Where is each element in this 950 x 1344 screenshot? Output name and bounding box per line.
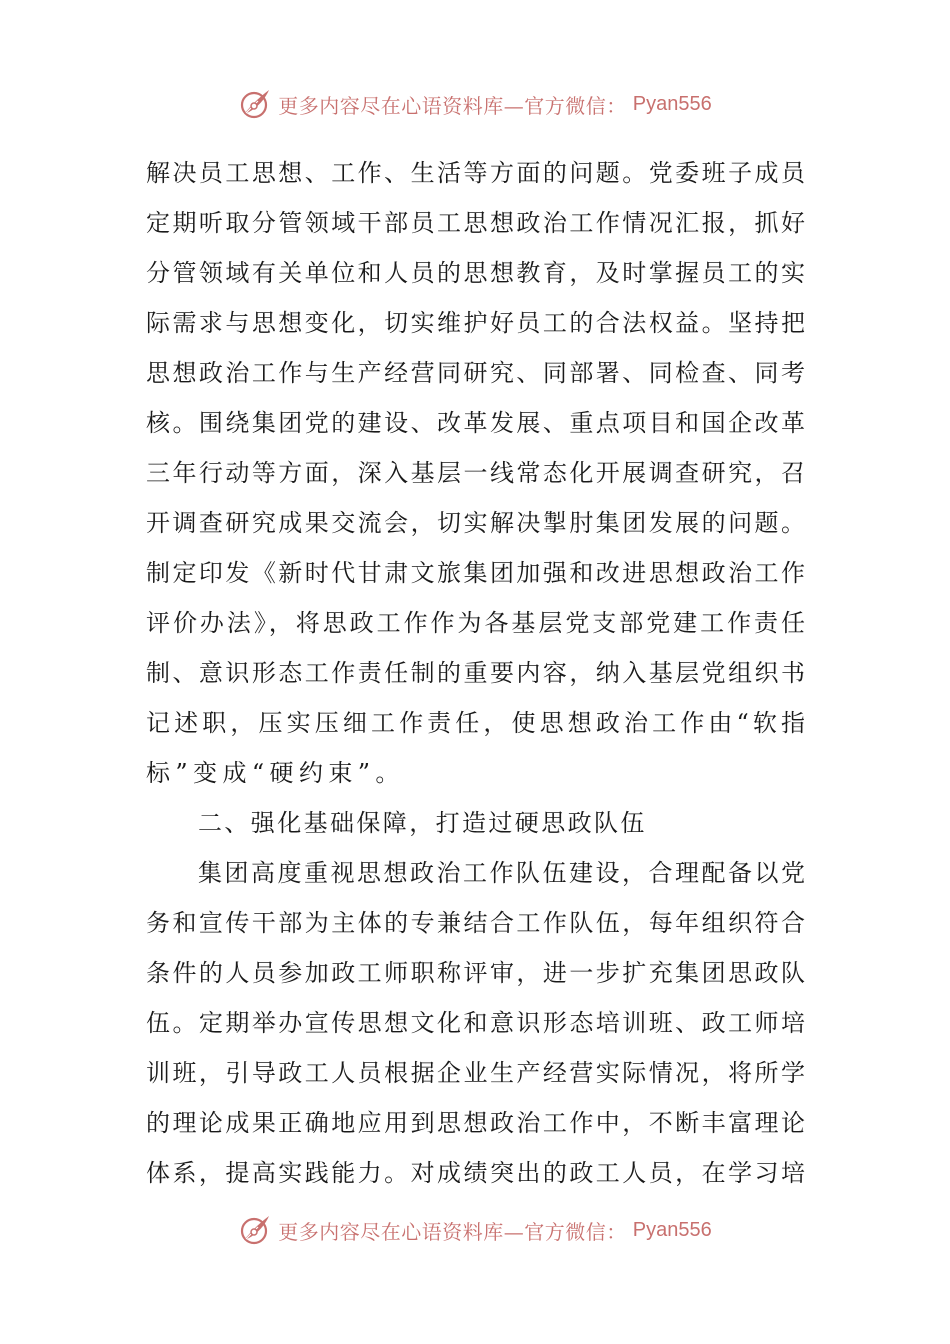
footer-banner-text: 更多内容尽在心语资料库—官方微信： xyxy=(278,1219,627,1244)
body-line: 三年行动等方面，深入基层一线常态化开展调查研究，召 xyxy=(146,459,806,487)
body-line: 开调查研究成果交流会，切实解决掣肘集团发展的问题。 xyxy=(146,509,806,537)
section-heading: 二、强化基础保障，打造过硬思政队伍 xyxy=(198,809,647,837)
footer-banner xyxy=(0,1210,950,1250)
body-line: 际需求与思想变化，切实维护好员工的合法权益。坚持把 xyxy=(146,309,806,337)
body-line-paragraph-start: 集团高度重视思想政治工作队伍建设，合理配备以党 xyxy=(198,859,806,887)
body-line: 训班，引导政工人员根据企业生产经营实际情况，将所学 xyxy=(146,1059,806,1087)
header-banner-handle: Pyan556 xyxy=(632,92,712,115)
body-line: 务和宣传干部为主体的专兼结合工作队伍，每年组织符合 xyxy=(146,909,806,937)
body-line: 定期听取分管领域干部员工思想政治工作情况汇报，抓好 xyxy=(146,209,806,237)
body-line: 条件的人员参加政工师职称评审，进一步扩充集团思政队 xyxy=(146,959,806,987)
body-line: 核。围绕集团党的建设、改革发展、重点项目和国企改革 xyxy=(146,409,806,437)
body-line: 评价办法》，将思政工作作为各基层党支部党建工作责任 xyxy=(146,609,806,637)
body-line: 伍。定期举办宣传思想文化和意识形态培训班、政工师培 xyxy=(146,1009,806,1037)
footer-banner-handle: Pyan556 xyxy=(632,1218,712,1241)
quill-logo-icon xyxy=(238,1213,272,1247)
body-line: 思想政治工作与生产经营同研究、同部署、同检查、同考 xyxy=(146,359,806,387)
header-banner xyxy=(0,84,950,124)
footer-banner-content xyxy=(238,1213,711,1247)
body-line: 制、意识形态工作责任制的重要内容，纳入基层党组织书 xyxy=(146,659,806,687)
header-banner-content xyxy=(238,87,711,121)
body-line-paragraph-end: 标”变成“硬约束”。 xyxy=(146,759,405,787)
body-line: 解决员工思想、工作、生活等方面的问题。党委班子成员 xyxy=(146,159,806,187)
quill-logo-icon xyxy=(238,87,272,121)
body-line: 记述职，压实压细工作责任，使思想政治工作由“软指 xyxy=(146,709,806,737)
body-line: 分管领域有关单位和人员的思想教育，及时掌握员工的实 xyxy=(146,259,806,287)
document-body xyxy=(146,148,806,1198)
body-line: 体系，提高实践能力。对成绩突出的政工人员，在学习培 xyxy=(146,1159,806,1187)
header-banner-text: 更多内容尽在心语资料库—官方微信： xyxy=(278,93,627,118)
body-line: 的理论成果正确地应用到思想政治工作中，不断丰富理论 xyxy=(146,1109,806,1137)
body-line: 制定印发《新时代甘肃文旅集团加强和改进思想政治工作 xyxy=(146,559,806,587)
